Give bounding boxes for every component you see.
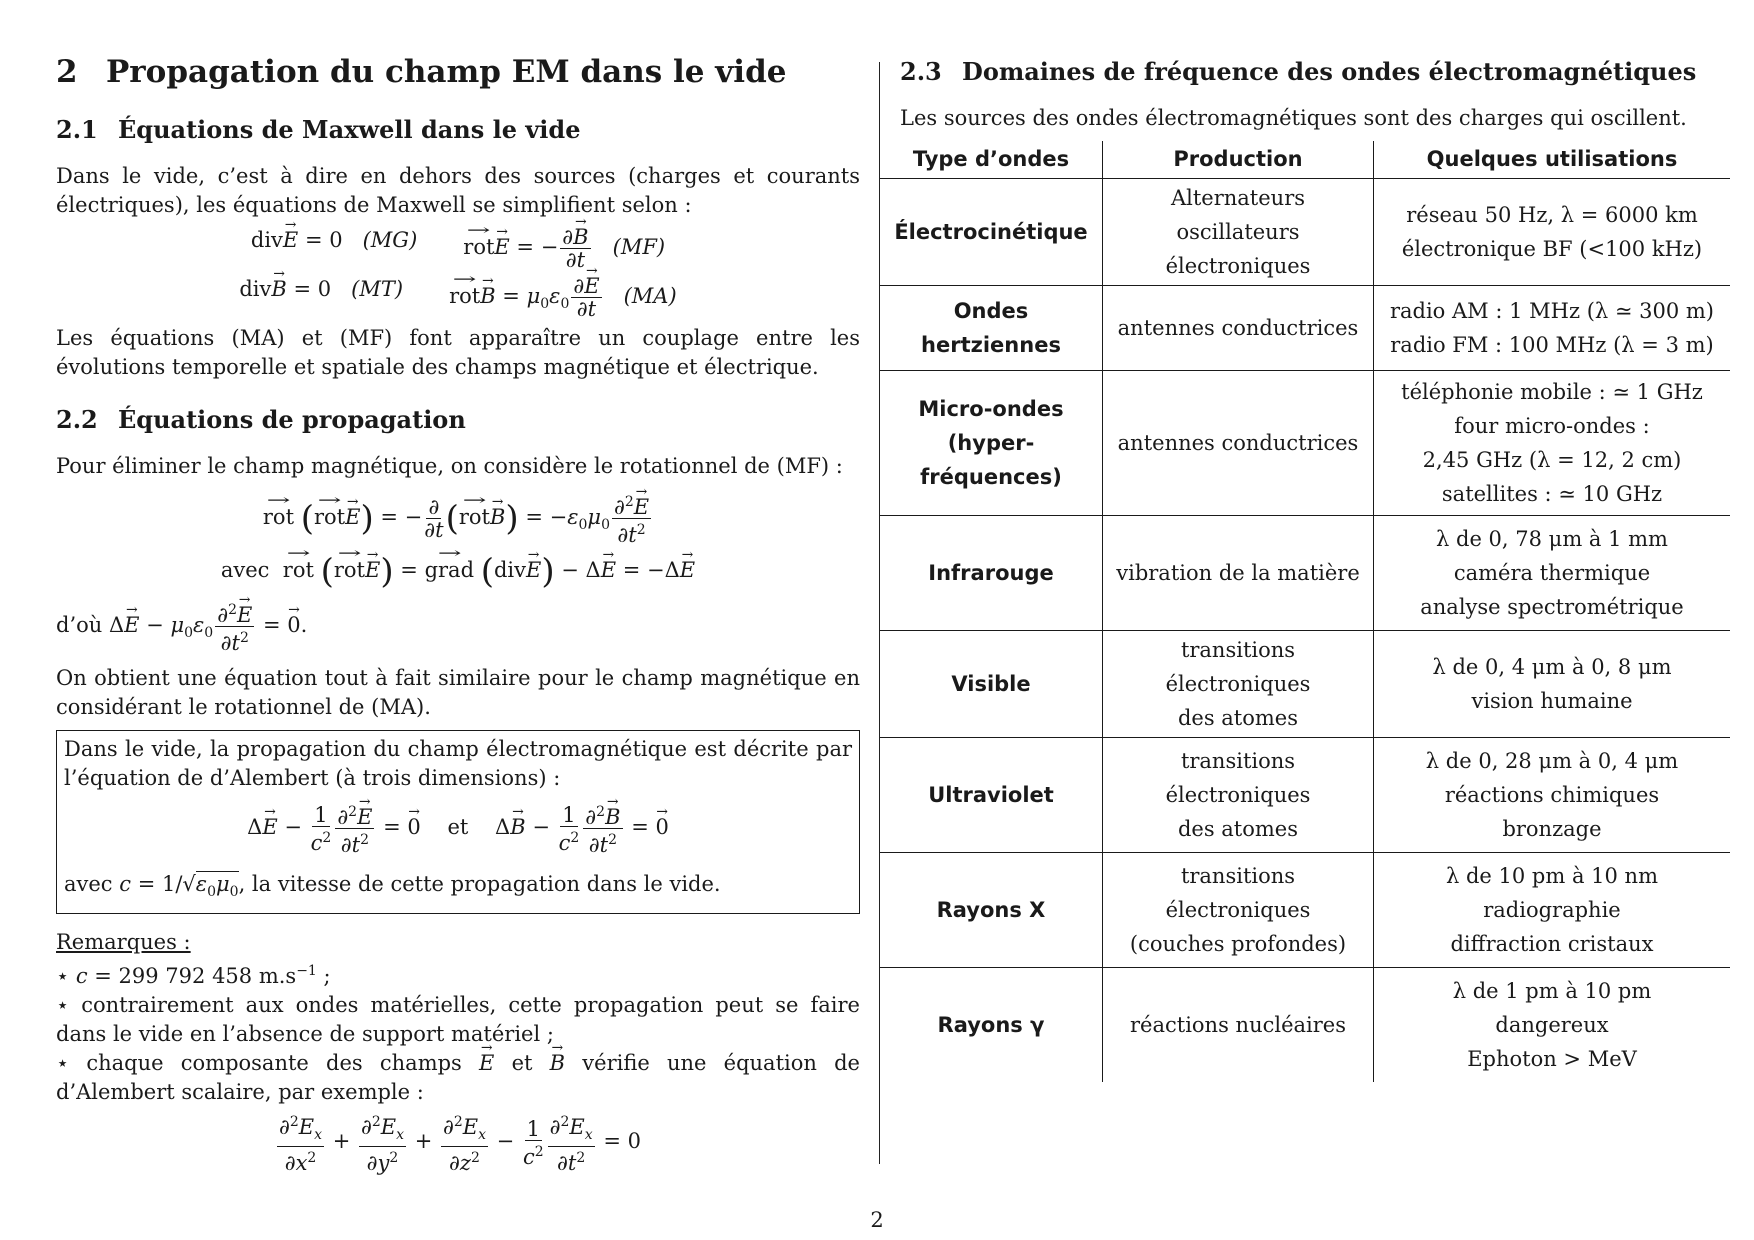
cell-line: Ephoton > MeV	[1467, 1047, 1637, 1071]
cell-line: Ultraviolet	[928, 783, 1054, 807]
cell-production	[1103, 179, 1374, 286]
cell-line: Ondes hertziennes	[921, 299, 1061, 357]
cell-type	[880, 179, 1103, 286]
cell-line: électronique BF (<100 kHz)	[1401, 237, 1703, 261]
cell-line: Rayons X	[936, 898, 1046, 922]
cell-uses	[1374, 179, 1731, 286]
cell-line: Infrarouge	[928, 561, 1054, 585]
remark-3: ⋆ chaque composante des champs → E et → B vérifie une équation de d’Alembert scalaire, par exemple :	[56, 1049, 860, 1107]
cell-line: vibration de la matière	[1116, 561, 1360, 585]
label-mg: (MG)	[362, 228, 418, 252]
cell-line: satellites : ≃ 10 GHz	[1441, 482, 1663, 506]
cell-type	[880, 738, 1103, 853]
cell-production	[1103, 516, 1374, 631]
cell-line: téléphonie mobile : ≃ 1 GHz	[1401, 380, 1703, 404]
cell-line: réseau 50 Hz, λ = 6000 km	[1406, 203, 1698, 227]
section-title: 2 Propagation du champ EM dans le vide	[56, 54, 787, 90]
cell-line: antennes conductrices	[1117, 316, 1359, 340]
cell-line: transitions électroniques	[1165, 749, 1311, 807]
maxwell-outro: Les équations (MA) et (MF) font apparaître un couplage entre les évolutions temporelle et spatiale des champs magnétique et électrique.	[56, 326, 860, 379]
cell-line: oscillateurs électroniques	[1165, 220, 1311, 278]
cell-line: radiographie	[1483, 898, 1621, 922]
table-row	[880, 286, 1730, 371]
scalar-dalembert-equation: $\frac{\partial^2E_x}{\partial x^2}$ + $\frac{\partial^2E_x}{\partial y^2}$ + $\frac{\partial^2E_x}{\partial z^2}$ − $\frac{1}{c^2}$ $\frac{\partial^2E_x}{\partial t^2}$ = 0	[56, 1111, 860, 1174]
cell-line: radio FM : 100 MHz (λ = 3 m)	[1390, 333, 1714, 357]
subsection-2-2-title: 2.2 Équations de propagation	[56, 405, 466, 434]
cell-line: des atomes	[1177, 817, 1299, 841]
cell-uses	[1374, 631, 1731, 738]
cell-line: radio AM : 1 MHz (λ ≃ 300 m)	[1389, 299, 1715, 323]
cell-line: des atomes	[1177, 706, 1299, 730]
header-production: Production	[1103, 141, 1374, 179]
cell-production	[1103, 631, 1374, 738]
table-body	[880, 179, 1730, 1083]
cell-uses	[1374, 853, 1731, 968]
maxwell-row-2: div→ B = 0 (MT) → $rot\to B = \mu_0\varepsilon_0$ $\frac{\partial\to E}{\partial t}$ (MA)	[56, 275, 860, 320]
cell-production	[1103, 853, 1374, 968]
cell-type	[880, 286, 1103, 371]
dalembert-box	[56, 730, 860, 914]
rot-rot-equation: → rot (→ rot→ E) = − $\frac{\partial}{\partial t}$ (→ $rot\to B) = -\varepsilon_0\mu_0$ $\frac{\partial^2\to E}{\partial t^2}$	[56, 491, 860, 546]
cell-line: analyse spectrométrique	[1420, 595, 1684, 619]
table-header-row	[880, 141, 1730, 179]
remark-1: ⋆ c = 299 792 458 $m.s^{-1}$ ;	[56, 963, 331, 989]
dalembert-derivation: d’où $\Delta\to E - \mu_0\varepsilon_0$ $\frac{\partial^2\to E}{\partial t^2}$ = → 0.	[56, 599, 860, 654]
cell-line: vision humaine	[1471, 689, 1633, 713]
cell-line: λ de 10 pm à 10 nm	[1446, 864, 1658, 888]
table-row	[880, 631, 1730, 738]
rotational-equations	[56, 491, 860, 592]
cell-line: Visible	[951, 672, 1031, 696]
cell-line: Alternateurs	[1170, 186, 1306, 210]
cell-line: antennes conductrices	[1117, 431, 1359, 455]
box-text: Dans le vide, la propagation du champ électromagnétique est décrite par l’équation de d’Alembert (à trois dimensions) :	[64, 737, 852, 790]
box-speed: avec $c = 1/√\varepsilon_0\mu_0$, la vitesse de cette propagation dans le vide.	[64, 872, 721, 901]
cell-type	[880, 631, 1103, 738]
cell-line: Rayons γ	[937, 1013, 1045, 1037]
cell-production	[1103, 968, 1374, 1083]
grad-div-equation: avec → rot (→ rot→ E) = → grad (div→ E) − Δ→ E = −Δ→ E	[56, 556, 860, 585]
table-row	[880, 371, 1730, 516]
table-row	[880, 738, 1730, 853]
table-row	[880, 516, 1730, 631]
similar-equation-text: On obtient une équation tout à fait similaire pour le champ magnétique en considérant le rotationnel de (MA).	[56, 666, 860, 719]
cell-line: Micro-ondes	[918, 397, 1064, 421]
cell-line: réactions nucléaires	[1130, 1013, 1346, 1037]
header-uses: Quelques utilisations	[1374, 141, 1731, 179]
maxwell-intro: Dans le vide, c’est à dire en dehors des sources (charges et courants électriques), les équations de Maxwell se simplifient selon :	[56, 164, 860, 217]
cell-type	[880, 968, 1103, 1083]
cell-line: (hyper-fréquences)	[920, 431, 1062, 489]
table-row	[880, 968, 1730, 1083]
maxwell-row-1: div→ E = 0 (MG) → rot→ E = − $\frac{\partial\to B}{\partial t}$ (MF)	[56, 226, 860, 271]
cell-line: λ de 0, 78 μm à 1 mm	[1436, 527, 1668, 551]
remark-2: ⋆ contrairement aux ondes matérielles, cette propagation peut se faire dans le vide en l’absence de support matériel ;	[56, 993, 860, 1047]
cell-line: Électrocinétique	[894, 220, 1088, 244]
propagation-intro: Pour éliminer le champ magnétique, on considère le rotationnel de (MF) :	[56, 454, 843, 478]
cell-production	[1103, 286, 1374, 371]
cell-uses	[1374, 516, 1731, 631]
cell-uses	[1374, 968, 1731, 1083]
cell-type	[880, 853, 1103, 968]
cell-uses	[1374, 738, 1731, 853]
label-mf: (MF)	[612, 235, 666, 259]
cell-uses	[1374, 286, 1731, 371]
cell-line: 2,45 GHz (λ = 12, 2 cm)	[1422, 448, 1682, 472]
table-row	[880, 853, 1730, 968]
box-equations: Δ→ E − $\frac{1}{c^2}$ $\frac{\partial^2\to E}{\partial t^2}$ = → 0 et Δ→ B − $\frac{1}{c^2}$ $\frac{\partial^2\to B}{\partial t^2}$ = → 0	[64, 801, 852, 856]
right-column	[880, 52, 1730, 1082]
table-row	[880, 179, 1730, 286]
frequency-intro: Les sources des ondes électromagnétiques sont des charges qui oscillent.	[900, 106, 1687, 130]
page-number: 2	[870, 1208, 884, 1232]
cell-uses	[1374, 371, 1731, 516]
remarks-title: Remarques :	[56, 930, 191, 955]
left-column	[56, 52, 860, 1180]
cell-type	[880, 371, 1103, 516]
subsection-2-3-title: 2.3 Domaines de fréquence des ondes électromagnétiques	[900, 57, 1697, 86]
cell-line: transitions électroniques	[1165, 864, 1311, 922]
cell-line: λ de 0, 4 μm à 0, 8 μm	[1432, 655, 1672, 679]
cell-line: réactions chimiques	[1444, 783, 1660, 807]
cell-line: dangereux	[1495, 1013, 1609, 1037]
cell-line: (couches profondes)	[1129, 932, 1347, 956]
maxwell-equations	[56, 226, 860, 320]
cell-line: caméra thermique	[1453, 561, 1651, 585]
header-type: Type d’ondes	[880, 141, 1103, 179]
frequency-table	[880, 141, 1730, 1082]
label-ma: (MA)	[623, 284, 677, 308]
label-mt: (MT)	[351, 277, 404, 301]
cell-production	[1103, 371, 1374, 516]
cell-type	[880, 516, 1103, 631]
cell-line: λ de 0, 28 μm à 0, 4 μm	[1425, 749, 1679, 773]
subsection-2-1-title: 2.1 Équations de Maxwell dans le vide	[56, 115, 581, 144]
cell-line: four micro-ondes :	[1454, 414, 1650, 438]
cell-line: λ de 1 pm à 10 pm	[1452, 979, 1652, 1003]
cell-line: transitions électroniques	[1165, 638, 1311, 696]
cell-line: diffraction cristaux	[1450, 932, 1654, 956]
cell-production	[1103, 738, 1374, 853]
cell-line: bronzage	[1502, 817, 1602, 841]
